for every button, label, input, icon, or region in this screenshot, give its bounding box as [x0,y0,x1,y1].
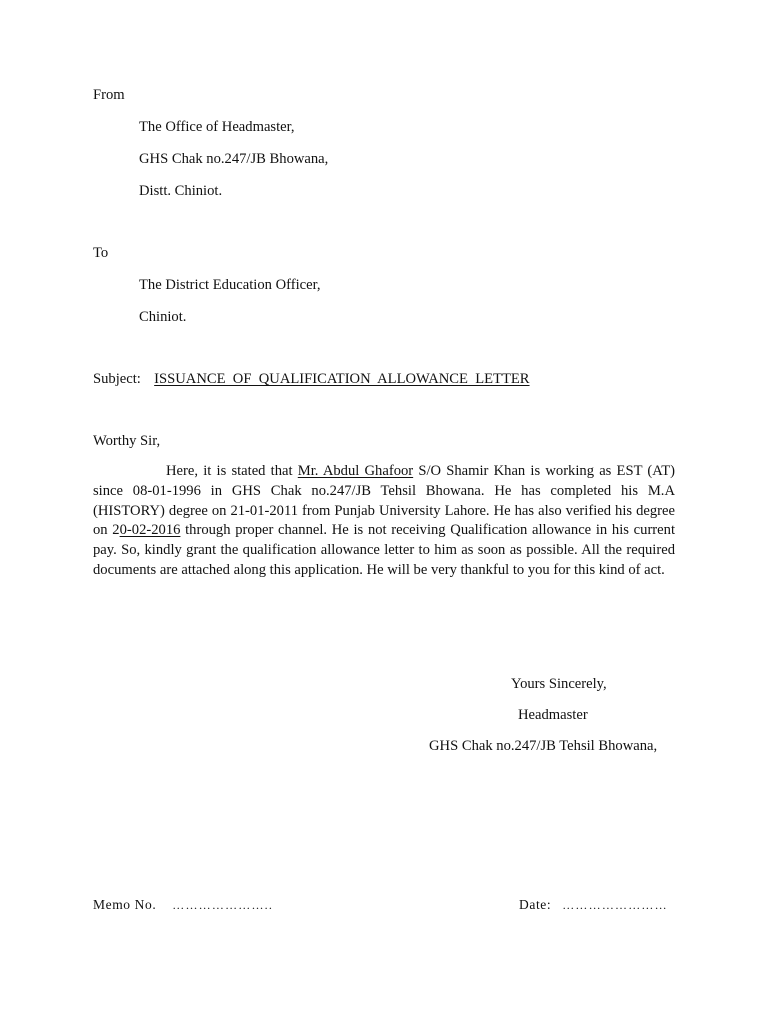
date-field [519,896,668,914]
salutation: Worthy Sir, [93,433,161,449]
from-line-school: GHS Chak no.247/JB Bhowana, [139,151,329,167]
memo-number [93,896,273,914]
to-label: To [93,245,109,261]
date-label: Date: [519,897,552,912]
to-line-city: Chiniot. [139,309,187,325]
memo-dots: ………………….. [172,898,274,912]
employee-name: Mr. Abdul Ghafoor [297,463,414,479]
body-part-2: S/O Shamir Khan is working as EST (AT) since 08-01-1996 in GHS Chak no.247/JB Tehsil Bhowana. He has completed his M.A (HISTORY) degree on 21-01-2011 from Punjab University Lahore. He has also verified his degree on 2 [93,463,675,539]
closing-school: GHS Chak no.247/JB Tehsil Bhowana, [429,738,658,754]
body-paragraph [93,462,675,581]
from-label: From [93,87,125,103]
subject-line [93,371,530,388]
body-part-1: Here, it is stated that [166,463,298,479]
from-line-office: The Office of Headmaster, [139,119,295,135]
body-part-3: through proper channel. He is not receiving Qualification allowance in his current pay. So, kindly grant the qualification allowance letter to him as soon as possible. All the required documents are attached along this application. He will be very thankful to you for this kind of act. [93,522,675,578]
memo-label: Memo No. [93,897,157,912]
verification-date: 0-02-2016 [119,522,181,539]
closing-sincerely: Yours Sincerely, [511,676,607,692]
subject-text: ISSUANCE OF QUALIFICATION ALLOWANCE LETTER [154,371,530,387]
date-dots: …………………… [562,898,668,912]
to-line-officer: The District Education Officer, [139,277,321,293]
closing-title: Headmaster [518,707,588,723]
from-line-district: Distt. Chiniot. [139,183,223,199]
subject-label: Subject: [93,371,141,387]
